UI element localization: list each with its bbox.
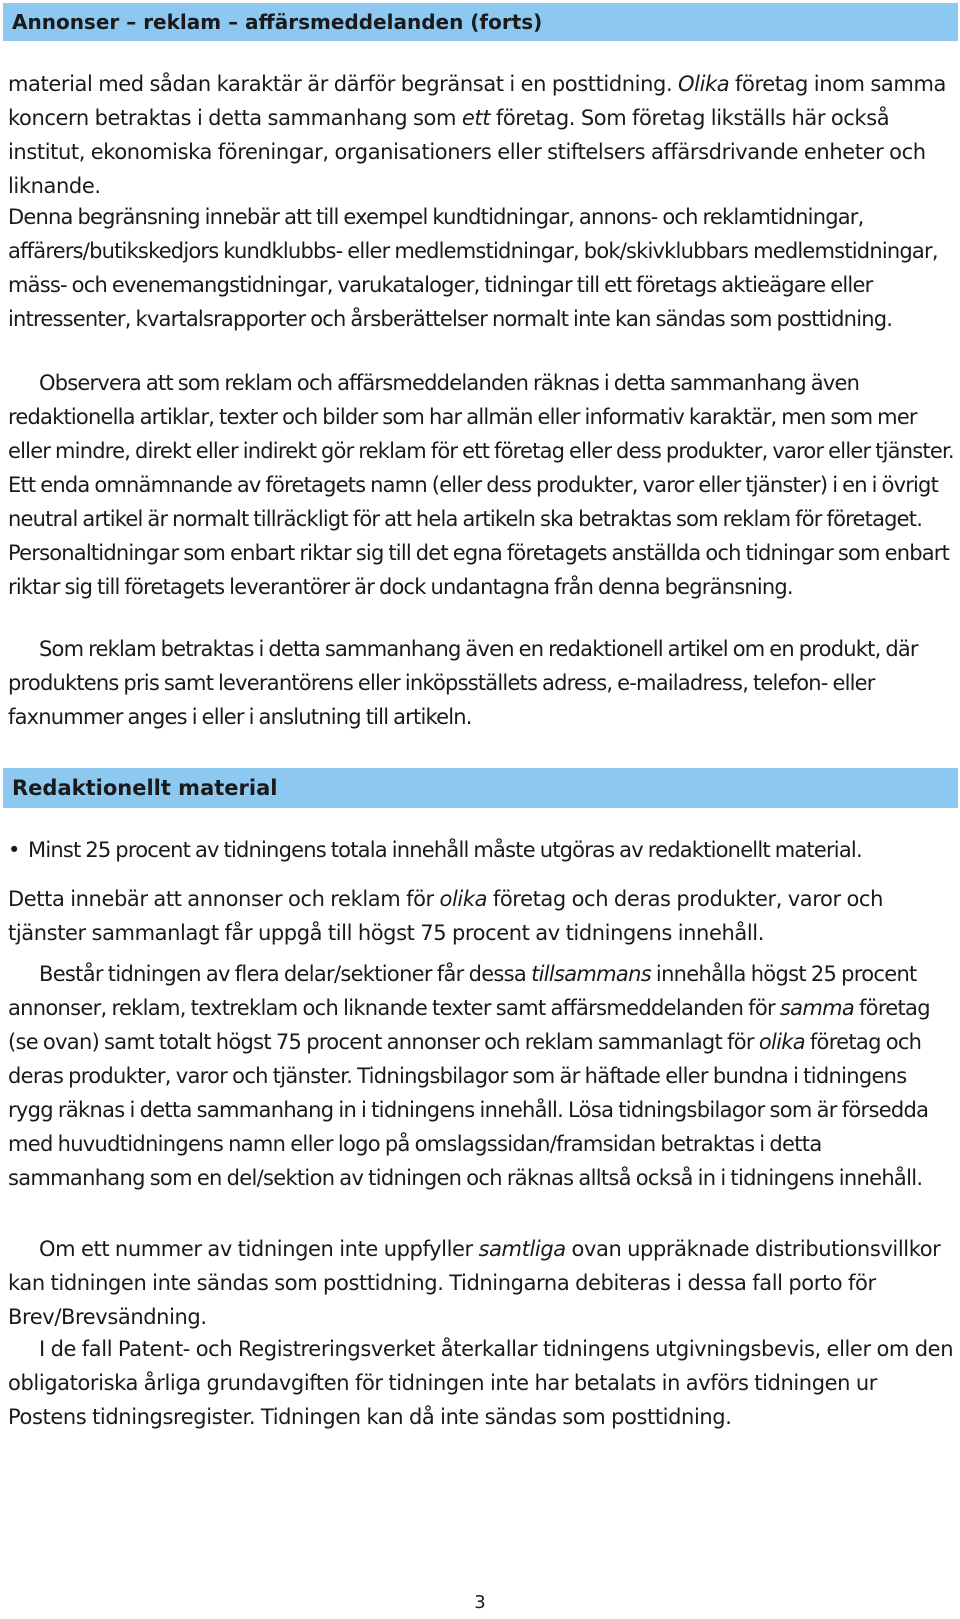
page-number: 3	[474, 1592, 486, 1613]
section-heading-ads	[3, 3, 958, 41]
bullet-icon: •	[8, 838, 20, 862]
editorial-paragraph-1: Detta innebär att annonser och reklam för olika företag och deras produkter, varor och tjänster sammanlagt får uppgå till högst 75 procent av tidningens innehåll.	[8, 887, 883, 945]
editorial-paragraph-3: Om ett nummer av tidningen inte uppfyller samtliga ovan uppräknade distributionsvillkor kan tidningen inte sändas som posttidning. Tidningarna debiteras i dessa fall porto för Brev/Brevsändning.	[8, 1237, 941, 1329]
editorial-bullet-item: • Minst 25 procent av tidningens totala innehåll måste utgöras av redaktionellt material.	[8, 833, 956, 867]
ads-paragraph-2: Denna begränsning innebär att till exempel kundtidningar, annons- och reklamtidningar, affärers/butikskedjors kundklubbs- eller medlemstidningar, bok/skivklubbars medlemstidningar, mäss- och evenemangstidningar, varukataloger, tidningar till ett företags aktieägare eller intressenter, kvartalsrapporter och årsberättelser normalt inte kan sändas som posttidning.	[8, 205, 938, 331]
ads-paragraph-1: material med sådan karaktär är därför begränsat i en posttidning. Olika företag inom samma koncern betraktas i detta sammanhang som ett företag. Som företag likställs här också institut, ekonomiska föreningar, organisationers eller stiftelsers affärsdrivande enheter och liknande.	[8, 72, 946, 198]
editorial-paragraph-4: I de fall Patent- och Registreringsverket återkallar tidningens utgivningsbevis, eller om den obligatoriska årliga grundavgiften för tidningen inte har betalats in avförs tidningen ur Postens tidningsregister. Tidningen kan då inte sändas som posttidning.	[8, 1337, 954, 1429]
ads-paragraph-4: Som reklam betraktas i detta sammanhang även en redaktionell artikel om en produkt, där produktens pris samt leverantörens eller inköpsställets adress, e-mailadress, telefon- eller faxnummer anges i eller i anslutning till artikeln.	[8, 637, 918, 729]
section-heading-editorial	[3, 768, 958, 808]
editorial-paragraph-2: Består tidningen av flera delar/sektioner får dessa tillsammans innehålla högst 25 procent annonser, reklam, textreklam och liknande texter samt affärsmeddelanden för samma företag (se ovan) samt totalt högst 75 procent annonser och reklam sammanlagt för olika företag och deras produkter, varor och tjänster. Tidningsbilagor som är häftade eller bundna i tidningens rygg räknas i detta sammanhang in i tidningens innehåll. Lösa tidningsbilagor som är försedda med huvudtidningens namn eller logo på omslagssidan/framsidan betraktas i detta sammanhang som en del/sektion av tidningen och räknas alltså också in i tidningens innehåll.	[8, 962, 930, 1190]
ads-paragraph-3: Observera att som reklam och affärsmeddelanden räknas i detta sammanhang även redaktionella artiklar, texter och bilder som har allmän eller informativ karaktär, men som mer eller mindre, direkt eller indirekt gör reklam för ett företag eller dess produkter, varor eller tjänster. Ett enda omnämnande av företagets namn (eller dess produkter, varor eller tjänster) i en i övrigt neutral artikel är normalt tillräckligt för att hela artikeln ska betraktas som reklam för företaget. Personaltidningar som enbart riktar sig till det egna företagets anställda och tidningar som enbart riktar sig till företagets leverantörer är dock undantagna från denna begränsning.	[8, 371, 954, 599]
section-heading-editorial-text: Redaktionellt material	[12, 776, 278, 800]
section-heading-ads-text: Annonser – reklam – affärsmeddelanden (forts)	[12, 10, 543, 34]
